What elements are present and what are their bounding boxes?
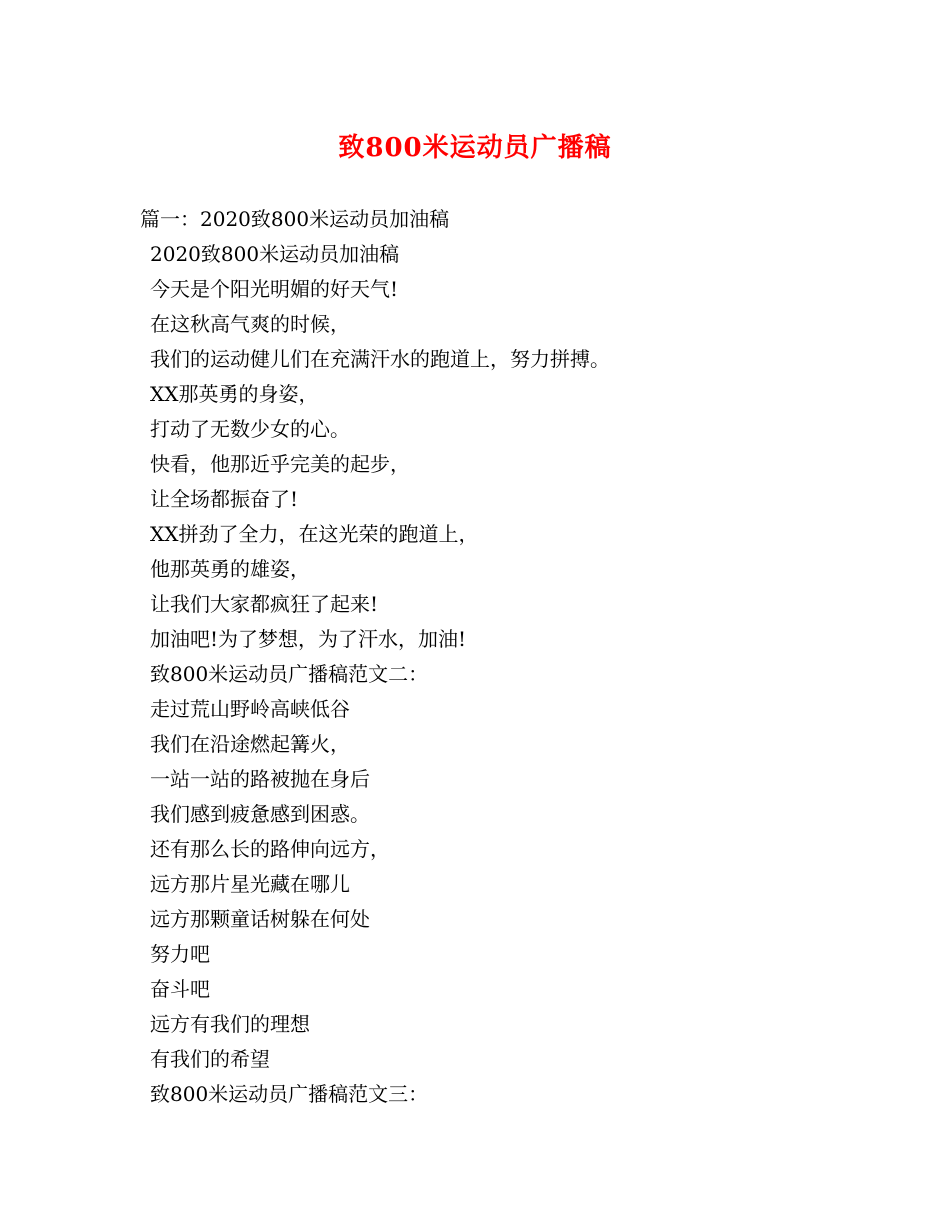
text-line: 今天是个阳光明媚的好天气!: [150, 277, 399, 301]
text-line: 努力吧: [150, 942, 210, 966]
text-line: 远方有我们的理想: [150, 1012, 310, 1036]
text-line: 2020致800米运动员加油稿: [150, 242, 400, 266]
section-heading: 致800米运动员广播稿范文二：: [150, 662, 429, 686]
text-line: 打动了无数少女的心。: [150, 417, 350, 441]
text-line: 让我们大家都疯狂了起来!: [150, 592, 379, 616]
text-line: 我们在沿途燃起篝火，: [150, 732, 350, 756]
text-line: 在这秋高气爽的时候，: [150, 312, 350, 336]
document-body: [140, 202, 920, 1112]
text-line: 我们感到疲惫感到困惑。: [150, 802, 370, 826]
section-heading: 致800米运动员广播稿范文三：: [150, 1082, 429, 1106]
text-line: 他那英勇的雄姿，: [150, 557, 310, 581]
text-line: 加油吧!为了梦想，为了汗水，加油!: [150, 627, 467, 651]
text-line: 让全场都振奋了!: [150, 487, 299, 511]
document-title: 致800米运动员广播稿: [338, 133, 612, 163]
text-line: 走过荒山野岭高峡低谷: [150, 697, 350, 721]
text-line: 远方那片星光藏在哪儿: [150, 872, 350, 896]
text-line: 还有那么长的路伸向远方，: [150, 837, 390, 861]
text-line: XX拼劲了全力，在这光荣的跑道上，: [150, 522, 479, 546]
text-line: 篇一：2020致800米运动员加油稿: [140, 207, 450, 231]
text-line: 奋斗吧: [150, 977, 210, 1001]
text-line: 一站一站的路被抛在身后: [150, 767, 370, 791]
text-line: 快看，他那近乎完美的起步，: [150, 452, 410, 476]
text-line: 有我们的希望: [150, 1047, 270, 1071]
text-line: 我们的运动健儿们在充满汗水的跑道上，努力拼搏。: [150, 347, 610, 371]
text-line: 远方那颗童话树躲在何处: [150, 907, 370, 931]
text-line: XX那英勇的身姿，: [150, 382, 319, 406]
